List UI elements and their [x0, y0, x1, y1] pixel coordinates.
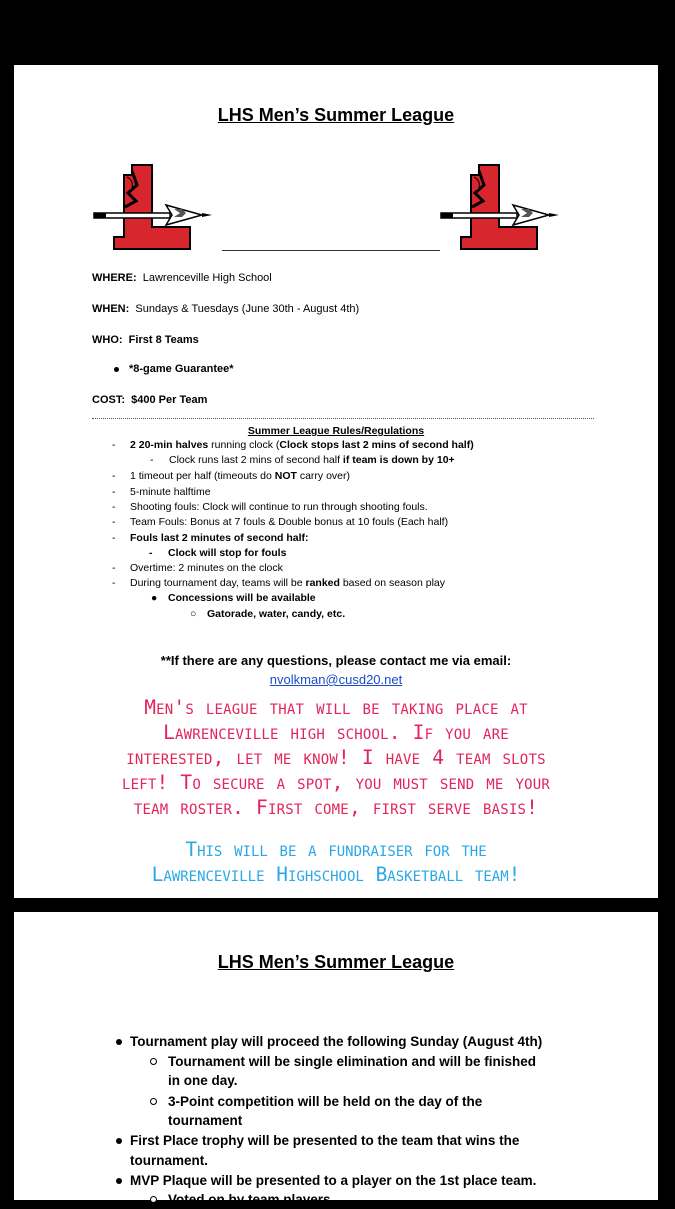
- fundraiser-text: [14, 837, 658, 887]
- announcement-line: interested, let me know! I have 4 team slots: [126, 746, 546, 769]
- list-item: Tournament play will proceed the following Sunday (August 4th): [130, 1034, 543, 1049]
- bullet-icon: [116, 1039, 122, 1045]
- guarantee-text: *8-game Guarantee*: [129, 363, 234, 375]
- contact-question: **If there are any questions, please contact me via email:: [160, 653, 512, 668]
- lawrenceville-logo-icon: [439, 157, 564, 257]
- dotted-divider: [92, 418, 594, 419]
- rule-item: - Fouls last 2 minutes of second half:: [112, 532, 309, 544]
- document-page-1: [14, 65, 658, 898]
- announcement-line: left! To secure a spot, you must send me your: [121, 771, 551, 794]
- guarantee-line: [114, 363, 234, 375]
- page-title: LHS Men’s Summer League: [217, 952, 455, 972]
- rule-item: - 2 20-min halves running clock (Clock stops last 2 mins of second half): [112, 439, 474, 451]
- list-item: Tournament will be single elimination and will be finished: [168, 1054, 537, 1069]
- cost-line: [92, 394, 207, 406]
- rule-item: - Team Fouls: Bonus at 7 fouls & Double bonus at 10 fouls (Each half): [112, 516, 449, 528]
- rule-item: - 1 timeout per half (timeouts do NOT carry over): [112, 470, 351, 482]
- who-value: First 8 Teams: [128, 334, 199, 346]
- announcement-text: [20, 695, 652, 820]
- list-item: 3-Point competition will be held on the day of the: [168, 1094, 483, 1109]
- bullet-icon: [116, 1138, 122, 1144]
- fundraiser-line: This will be a fundraiser for the: [185, 838, 487, 861]
- sub-bullet-icon: [150, 1058, 157, 1065]
- rule-subitem: ● Concessions will be available: [151, 592, 316, 604]
- rule-subitem: - Clock runs last 2 mins of second half if team is down by 10+: [150, 454, 455, 466]
- bullet-icon: [114, 367, 119, 372]
- when-line: [92, 303, 359, 315]
- announcement-line: Lawrenceville high school. If you are: [163, 721, 509, 744]
- cost-label: COST:: [92, 394, 125, 406]
- page-title: LHS Men’s Summer League: [217, 105, 455, 125]
- when-label: WHEN:: [92, 303, 130, 315]
- document-page-2: [14, 912, 658, 1207]
- cost-value: $400 Per Team: [131, 394, 208, 406]
- where-value: Lawrenceville High School: [142, 272, 272, 284]
- list-item: tournament.: [130, 1153, 209, 1168]
- where-line: [92, 272, 272, 284]
- announcement-line: Men's league that will be taking place at: [144, 696, 528, 719]
- divider: [222, 250, 440, 251]
- announcement-line: team roster. First come, first serve basis!: [133, 796, 539, 819]
- rule-item: - Overtime: 2 minutes on the clock: [112, 562, 283, 574]
- list-item: Voted on by team players: [168, 1192, 331, 1207]
- sub-bullet-icon: [150, 1098, 157, 1105]
- when-value: Sundays & Tuesdays (June 30th - August 4th): [135, 303, 360, 315]
- list-item: in one day.: [168, 1073, 238, 1088]
- contact-email-link[interactable]: nvolkman@cusd20.net: [269, 672, 403, 687]
- who-label: WHO:: [92, 334, 123, 346]
- where-label: WHERE:: [92, 272, 137, 284]
- who-line: [92, 334, 199, 346]
- list-item: tournament: [168, 1113, 243, 1128]
- rule-subitem: - Clock will stop for fouls: [149, 547, 287, 559]
- fundraiser-line: Lawrenceville Highschool Basketball team!: [151, 863, 521, 886]
- list-item: MVP Plaque will be presented to a player on the 1st place team.: [130, 1173, 537, 1188]
- lawrenceville-logo-icon: [92, 157, 217, 257]
- rules-title: Summer League Rules/Regulations: [247, 425, 425, 437]
- rule-item: - Shooting fouls: Clock will continue to run through shooting fouls.: [112, 501, 428, 513]
- rule-subsubitem: ○ Gatorade, water, candy, etc.: [190, 608, 346, 620]
- rule-item: - During tournament day, teams will be ranked based on season play: [112, 577, 445, 589]
- rule-item: - 5-minute halftime: [112, 486, 211, 498]
- bullet-icon: [116, 1178, 122, 1184]
- list-item: First Place trophy will be presented to the team that wins the: [130, 1133, 520, 1148]
